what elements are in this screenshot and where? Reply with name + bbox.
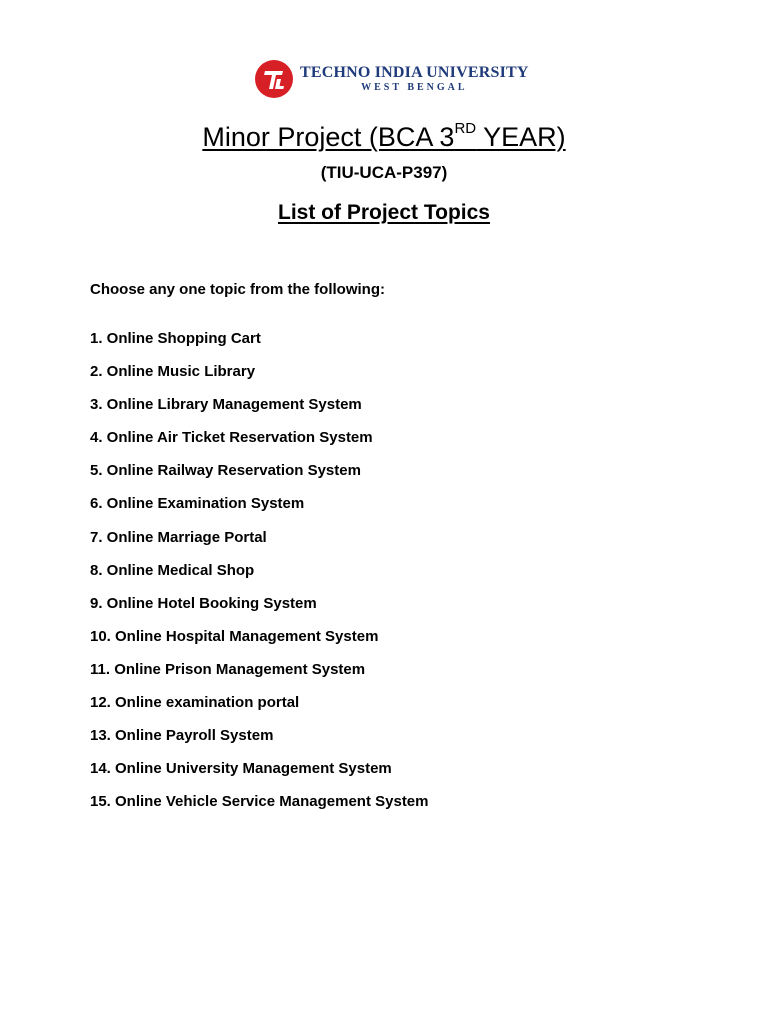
university-logo-icon [254, 59, 294, 99]
topic-item: 2. Online Music Library [90, 363, 256, 381]
topic-item: 14. Online University Management System [90, 760, 392, 778]
topic-item: 8. Online Medical Shop [90, 561, 255, 579]
topic-item: 4. Online Air Ticket Reservation System [90, 429, 373, 447]
university-logo-text [300, 65, 529, 93]
topic-item: 15. Online Vehicle Service Management System [90, 793, 429, 811]
topic-item: 3. Online Library Management System [90, 396, 362, 414]
page-title [0, 122, 768, 153]
section-heading [0, 201, 768, 225]
page-title-prefix: Minor Project (BCA 3 [202, 122, 455, 152]
university-logo [254, 58, 529, 100]
topic-item: 5. Online Railway Reservation System [90, 462, 361, 480]
page-title-superscript: RD [454, 120, 477, 137]
intro-text: Choose any one topic from the following: [90, 281, 385, 298]
topic-item: 9. Online Hotel Booking System [90, 594, 317, 612]
university-name: TECHNO INDIA UNIVERSITY [300, 64, 529, 81]
course-code: (TIU-UCA-P397) [320, 163, 448, 182]
topic-item: 10. Online Hospital Management System [90, 627, 379, 645]
university-location: WEST BENGAL [361, 82, 468, 93]
section-heading-text: List of Project Topics [278, 201, 490, 224]
topic-item: 13. Online Payroll System [90, 727, 274, 745]
topic-item: 7. Online Marriage Portal [90, 528, 267, 546]
page-title-suffix: YEAR) [476, 122, 566, 152]
topic-item: 11. Online Prison Management System [90, 660, 366, 678]
topic-item: 6. Online Examination System [90, 495, 305, 513]
topic-item: 12. Online examination portal [90, 694, 300, 712]
topic-list [90, 330, 429, 826]
topic-item: 1. Online Shopping Cart [90, 330, 261, 347]
page-title-underlined [202, 122, 565, 152]
